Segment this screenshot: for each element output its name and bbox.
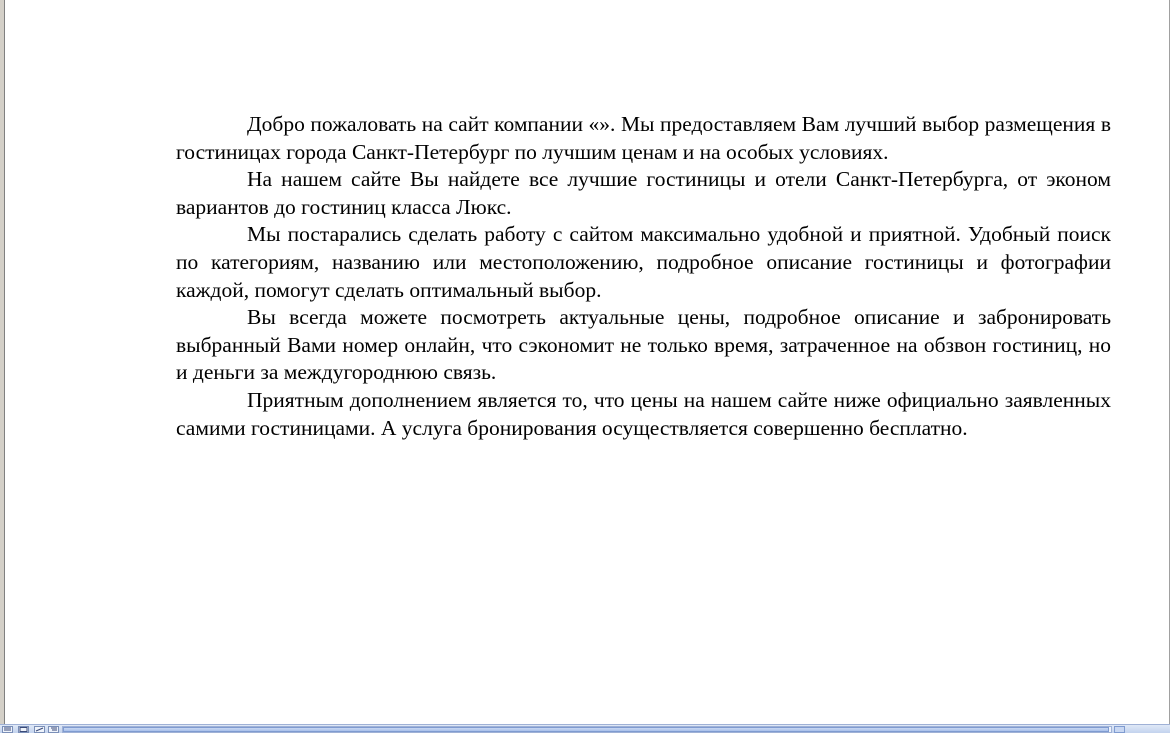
- document-page[interactable]: [176, 111, 1111, 442]
- paragraph-convenience: Мы постарались сделать работу с сайтом максимально удобной и приятной. Удобный поиск по категориям, названию или местоположению, подробное описание гостиницы и фотографии каждой, помогут сделать оптимальный выбор.: [176, 222, 1111, 302]
- horizontal-scrollbar[interactable]: [62, 726, 1112, 733]
- outline-view-icon[interactable]: [48, 726, 59, 733]
- left-window-edge: [0, 0, 5, 724]
- view-scroll-bar: [0, 724, 1170, 733]
- paragraph-prices: Приятным дополнением является то, что цены на нашем сайте ниже официально заявленных самими гостиницами. А услуга бронирования осуществляется совершенно бесплатно.: [176, 387, 1111, 440]
- scroll-right-icon[interactable]: [1114, 726, 1125, 733]
- paragraph-booking: Вы всегда можете посмотреть актуальные цены, подробное описание и забронировать выбранный Вами номер онлайн, что сэкономит не только время, затраченное на обзвон гостиниц, но и деньги за междугороднюю связь.: [176, 305, 1111, 385]
- paragraph-welcome: Добро пожаловать на сайт компании «». Мы предоставляем Вам лучший выбор размещения в гостиницах города Санкт-Петербург по лучшим ценам и на особых условиях.: [176, 112, 1111, 164]
- horizontal-scroll-thumb[interactable]: [63, 727, 1109, 732]
- web-layout-icon[interactable]: [18, 726, 29, 733]
- normal-view-icon[interactable]: [2, 726, 13, 733]
- print-layout-icon[interactable]: [34, 726, 45, 733]
- paragraph-hotels: На нашем сайте Вы найдете все лучшие гостиницы и отели Санкт-Петербурга, от эконом вариантов до гостиниц класса Люкс.: [176, 167, 1111, 219]
